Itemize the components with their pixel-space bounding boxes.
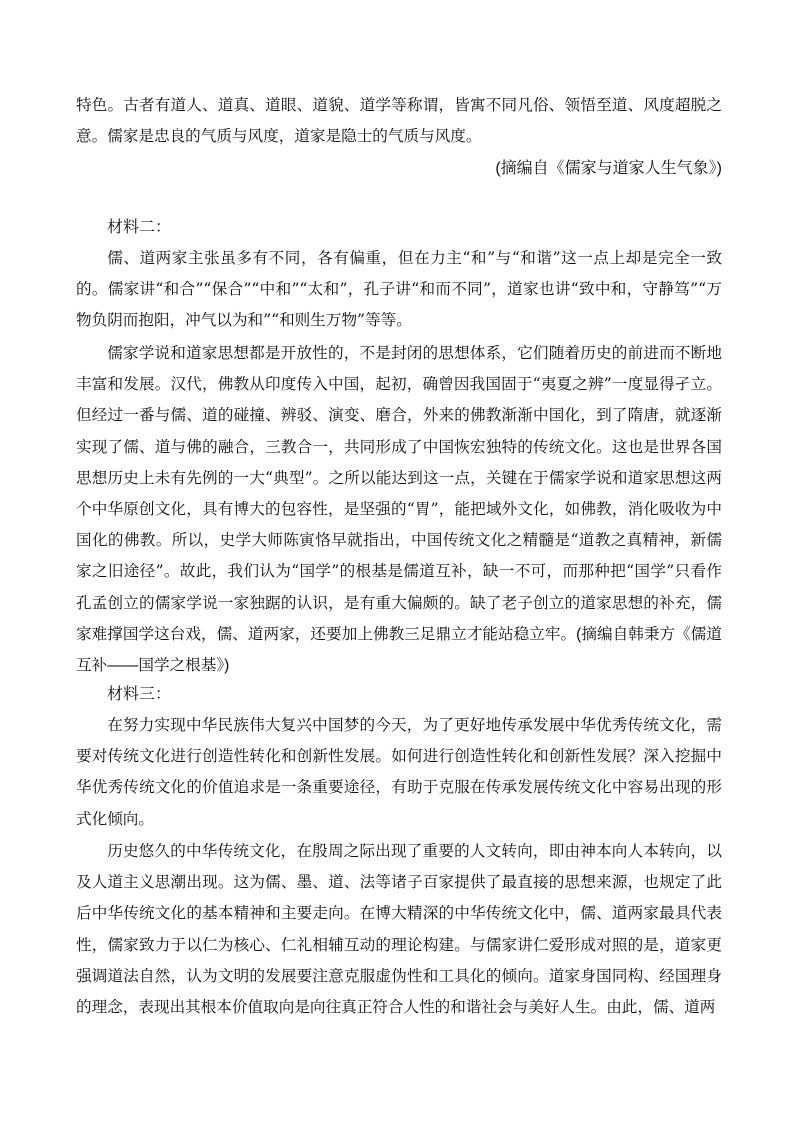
material2-paragraph-1: 儒、道两家主张虽多有不同，各有偏重，但在力主“和”与“和谐”这一点上却是完全一致的。儒家讲“和合”“保合”“中和”“太和”，孔子讲“和而不同”，道家也讲“致中和，守静笃”“万物负阴而抱阳，冲气以为和”“和则生万物”等等。 — [76, 249, 722, 330]
material2-paragraph-2-text: 儒家学说和道家思想都是开放性的，不是封闭的思想体系，它们随着历史的前进而不断地丰富和发展。汉代，佛教从印度传入中国，起初，确曾因我国固于“夷夏之辨”一度显得孑立。但经过一番与儒、道的碰撞、辨驳、演变、磨合，外来的佛教渐渐中国化，到了隋唐，就逐渐实现了儒、道与佛的融合，三教合一，共同形成了中国恢宏独特的传统文化。这也是世界各国思想历史上未有先例的一大“典型”。之所以能达到这一点，关键在于儒家学说和道家思想这两个中华原创文化，具有博大的包容性，是坚强的“胃”，能把域外文化，如佛教，消化吸收为中国化的佛教。所以，史学大师陈寅恪早就指出，中国传统文化之精髓是“道教之真精神，新儒家之旧途径”。故此，我们认为“国学”的根基是儒道互补，缺一不可，而那种把“国学”只看作孔孟创立的儒家学说一家独踞的认识，是有重大偏颇的。缺了老子创立的道家思想的补充，儒家难撑国学这台戏，儒、道两家，还要加上佛教三足鼎立才能站稳立牢。 — [76, 344, 722, 643]
material2-paragraph-2 — [76, 338, 722, 681]
material3-heading: 材料三： — [107, 686, 172, 703]
material3-paragraph-1: 在努力实现中华民族伟大复兴中国梦的今天，为了更好地传承发展中华优秀传统文化，需要对传统文化进行创造性转化和创新性发展。如何进行创造性转化和创新性发展？深入挖掘中华优秀传统文化的价值追求是一条重要途径，有助于克服在传承发展传统文化中容易出现的形式化倾向。 — [76, 716, 722, 828]
material1-source: (摘编自《儒家与道家人生气象》) — [495, 160, 722, 177]
material1-tail-paragraph: 特色。古者有道人、道真、道眼、道貌、道学等称谓，皆寓不同凡俗、领悟至道、风度超脱之意。儒家是忠良的气质与风度，道家是隐士的气质与风度。 — [76, 96, 722, 146]
material2-source: (摘编自韩秉方《儒道互补——国学之根基》) — [76, 625, 722, 675]
material3-paragraph-2: 历史悠久的中华传统文化，在殷周之际出现了重要的人文转向，即由神本向人本转向，以及人道主义思潮出现。这为儒、墨、道、法等诸子百家提供了最直接的思想来源，也规定了此后中华传统文化的基本精神和主要走向。在博大精深的中华传统文化中，儒、道两家最具代表性，儒家致力于以仁为核心、仁礼相辅互动的理论构建。与儒家讲仁爱形成对照的是，道家更强调道法自然，认为文明的发展要注意克服虚伪性和工具化的倾向。道家身国同构、经国理身的理念，表现出其根本价值取向是向往真正符合人性的和谐社会与美好人生。由此，儒、道两 — [76, 842, 722, 1017]
material2-heading: 材料二： — [107, 219, 172, 236]
